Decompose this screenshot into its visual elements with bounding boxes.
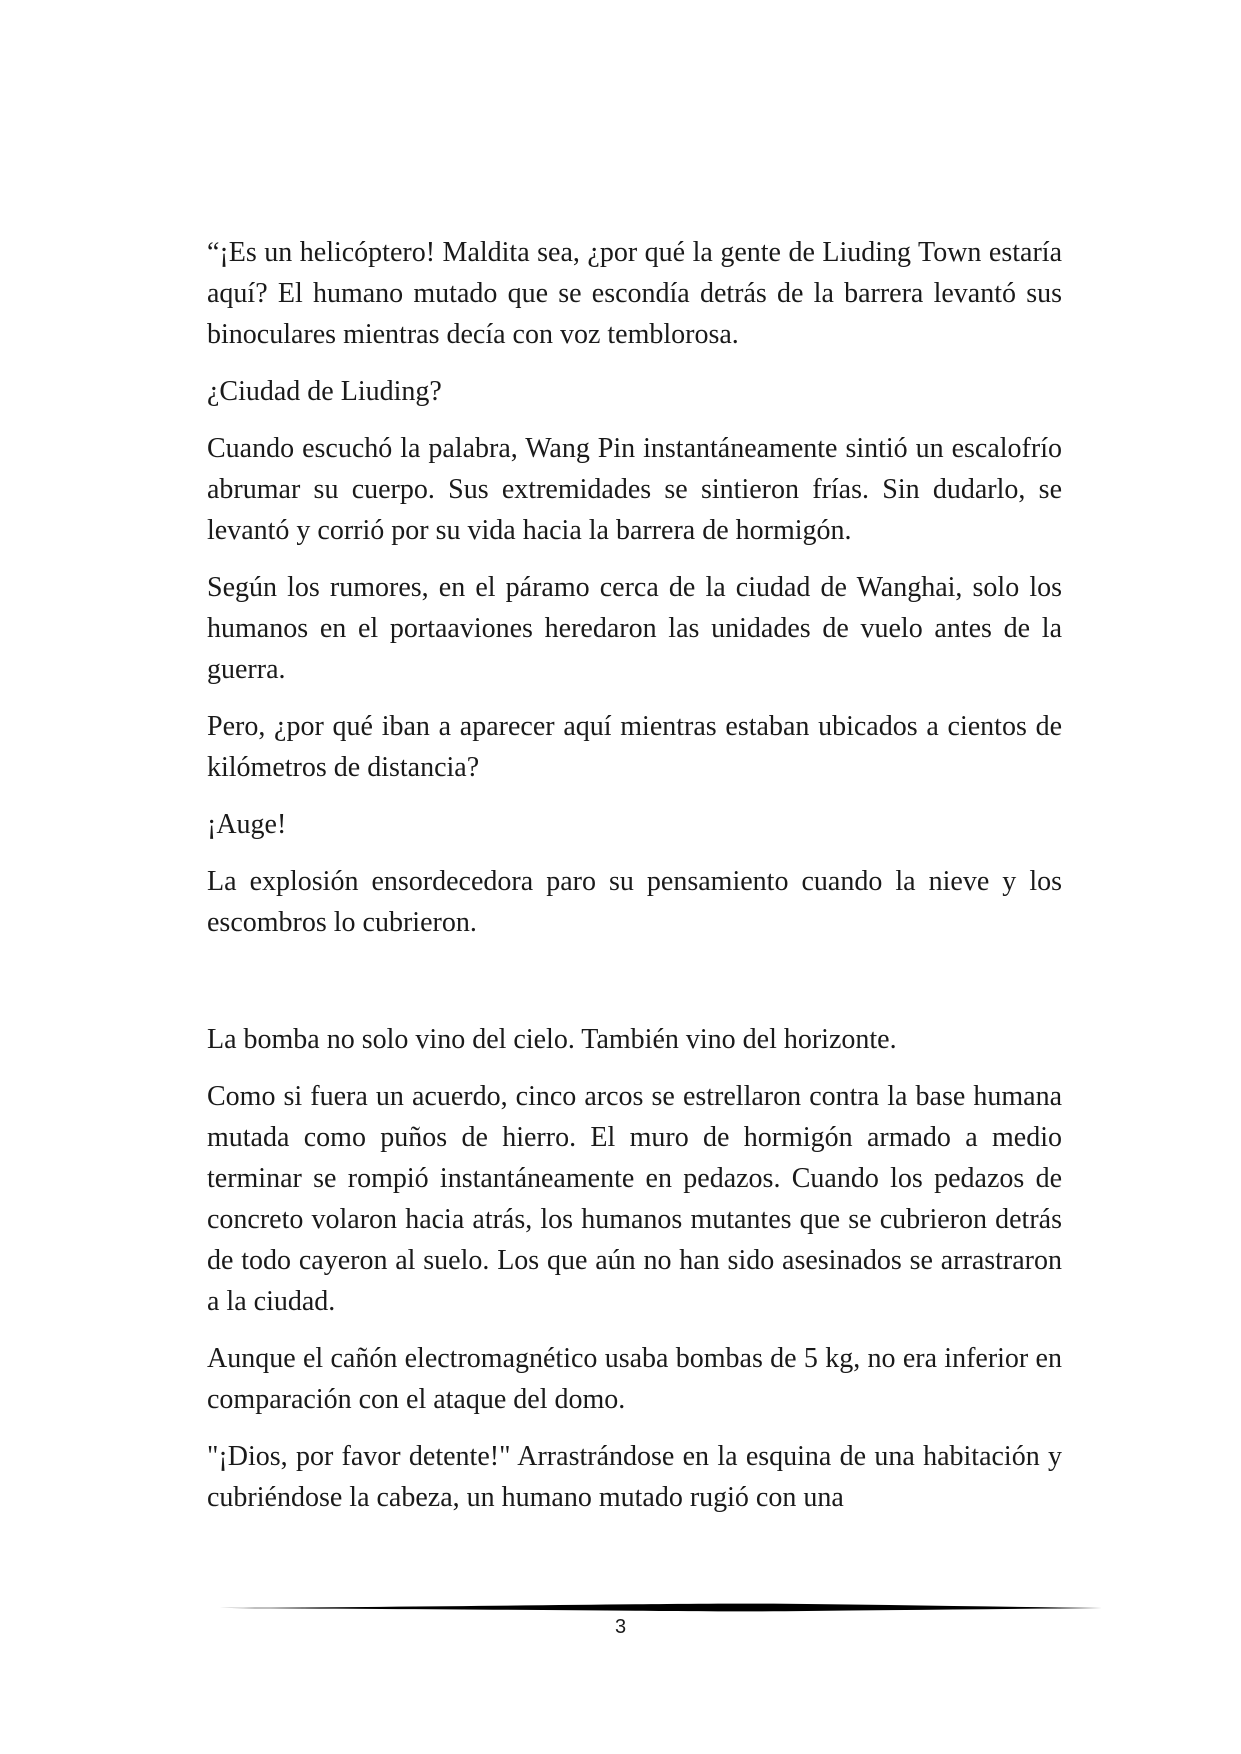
paragraph: Cuando escuchó la palabra, Wang Pin instantáneamente sintió un escalofrío abrumar su cuerpo. Sus extremidades se sintieron frías. Sin dudarlo, se levantó y corrió por su vida hacia la barrera de hormigón. [207, 433, 1062, 546]
paragraph: Aunque el cañón electromagnético usaba bombas de 5 kg, no era inferior en comparación con el ataque del domo. [207, 1343, 1062, 1415]
paragraph: La bomba no solo vino del cielo. También vino del horizonte. [207, 1024, 897, 1055]
section-break [207, 959, 1062, 1019]
paragraph: "¡Dios, por favor detente!" Arrastrándose en la esquina de una habitación y cubriéndose la cabeza, un humano mutado rugió con una [207, 1441, 1062, 1513]
paragraph: Pero, ¿por qué iban a aparecer aquí mientras estaban ubicados a cientos de kilómetros de distancia? [207, 711, 1062, 783]
paragraph: Según los rumores, en el páramo cerca de la ciudad de Wanghai, solo los humanos en el portaaviones heredaron las unidades de vuelo antes de la guerra. [207, 572, 1062, 685]
paragraph: ¿Ciudad de Liuding? [207, 376, 442, 407]
paragraph: “¡Es un helicóptero! Maldita sea, ¿por qué la gente de Liuding Town estaría aquí? El humano mutado que se escondía detrás de la barrera levantó sus binoculares mientras decía con voz temblorosa. [207, 237, 1062, 350]
paragraph: Como si fuera un acuerdo, cinco arcos se estrellaron contra la base humana mutada como puños de hierro. El muro de hormigón armado a medio terminar se rompió instantáneamente en pedazos. Cuando los pedazos de concreto volaron hacia atrás, los humanos mutantes que se cubrieron detrás de todo cayeron al suelo. Los que aún no han sido asesinados se arrastraron a la ciudad. [207, 1081, 1062, 1317]
footer-rule [207, 1601, 1102, 1615]
page-number: 3 [614, 1616, 627, 1638]
body-text [207, 232, 1062, 1534]
paragraph: La explosión ensordecedora paro su pensamiento cuando la nieve y los escombros lo cubrieron. [207, 866, 1062, 938]
paragraph: ¡Auge! [207, 809, 287, 840]
